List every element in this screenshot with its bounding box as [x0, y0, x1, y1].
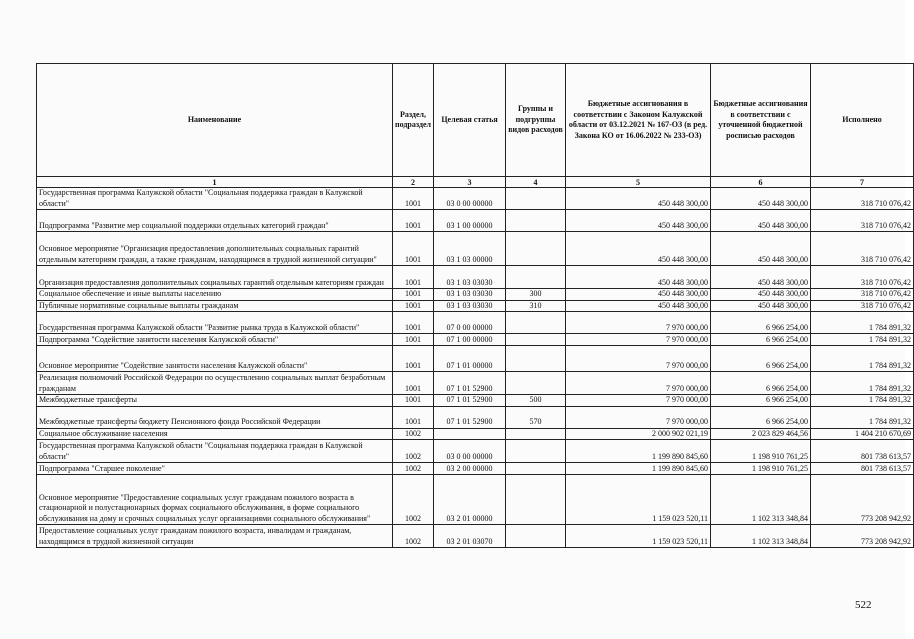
table-row [37, 395, 914, 407]
cell-expense-group: 500 [506, 395, 566, 407]
cell-plan-amount: 450 448 300,00 [711, 266, 811, 289]
cell-executed-amount: 318 710 076,42 [811, 188, 914, 210]
column-number: 4 [506, 177, 566, 188]
header-group: Группы и подгруппы видов расходов [506, 64, 566, 177]
cell-executed-amount: 773 208 942,92 [811, 525, 914, 548]
cell-law-amount: 450 448 300,00 [566, 232, 711, 266]
table-row [37, 463, 914, 475]
cell-plan-amount: 6 966 254,00 [711, 346, 811, 372]
cell-target-article: 03 1 00 00000 [434, 210, 506, 232]
cell-target-article: 03 1 03 03030 [434, 300, 506, 312]
cell-executed-amount: 801 738 613,57 [811, 463, 914, 475]
cell-name: Реализация полномочий Российской Федерации по осуществлению социальных выплат безработным гражданам [37, 372, 393, 395]
cell-expense-group [506, 372, 566, 395]
cell-plan-amount: 1 102 313 348,84 [711, 525, 811, 548]
table-row [37, 372, 914, 395]
cell-plan-amount: 6 966 254,00 [711, 406, 811, 428]
cell-name: Подпрограмма "Содействие занятости населения Калужской области" [37, 334, 393, 346]
cell-law-amount: 450 448 300,00 [566, 300, 711, 312]
cell-target-article [434, 428, 506, 440]
cell-law-amount: 1 159 023 520,11 [566, 475, 711, 525]
cell-executed-amount: 318 710 076,42 [811, 300, 914, 312]
header-row [37, 64, 914, 177]
cell-target-article: 07 1 01 52900 [434, 395, 506, 407]
cell-name: Межбюджетные трансферты [37, 395, 393, 407]
cell-expense-group: 300 [506, 289, 566, 301]
table-row [37, 334, 914, 346]
cell-law-amount: 7 970 000,00 [566, 334, 711, 346]
table-row [37, 266, 914, 289]
cell-law-amount: 7 970 000,00 [566, 395, 711, 407]
cell-expense-group [506, 463, 566, 475]
cell-law-amount: 7 970 000,00 [566, 406, 711, 428]
cell-target-article: 07 1 01 52900 [434, 406, 506, 428]
cell-expense-group [506, 346, 566, 372]
cell-expense-group [506, 210, 566, 232]
table-row [37, 188, 914, 210]
cell-expense-group [506, 334, 566, 346]
cell-section: 1002 [393, 475, 434, 525]
table-row [37, 428, 914, 440]
cell-executed-amount: 801 738 613,57 [811, 440, 914, 463]
cell-target-article: 03 0 00 00000 [434, 188, 506, 210]
cell-plan-amount: 450 448 300,00 [711, 188, 811, 210]
cell-name: Подпрограмма "Старшее поколение" [37, 463, 393, 475]
cell-name: Государственная программа Калужской области "Социальная поддержка граждан в Калужской области" [37, 188, 393, 210]
cell-target-article: 03 1 03 00000 [434, 232, 506, 266]
cell-expense-group [506, 188, 566, 210]
cell-section: 1001 [393, 346, 434, 372]
cell-section: 1001 [393, 372, 434, 395]
cell-plan-amount: 6 966 254,00 [711, 334, 811, 346]
cell-target-article: 07 1 01 00000 [434, 346, 506, 372]
cell-section: 1001 [393, 188, 434, 210]
cell-executed-amount: 318 710 076,42 [811, 232, 914, 266]
cell-target-article: 07 0 00 00000 [434, 312, 506, 334]
column-number: 1 [37, 177, 393, 188]
cell-expense-group: 570 [506, 406, 566, 428]
cell-section: 1002 [393, 525, 434, 548]
cell-executed-amount: 1 784 891,32 [811, 406, 914, 428]
column-number: 3 [434, 177, 506, 188]
cell-law-amount: 1 199 890 845,60 [566, 440, 711, 463]
cell-section: 1001 [393, 210, 434, 232]
cell-plan-amount: 6 966 254,00 [711, 312, 811, 334]
cell-executed-amount: 773 208 942,92 [811, 475, 914, 525]
cell-section: 1002 [393, 463, 434, 475]
cell-target-article: 07 1 01 52900 [434, 372, 506, 395]
table-row [37, 475, 914, 525]
cell-plan-amount: 1 102 313 348,84 [711, 475, 811, 525]
cell-plan-amount: 1 198 910 761,25 [711, 463, 811, 475]
cell-name: Государственная программа Калужской области "Социальная поддержка граждан в Калужской области" [37, 440, 393, 463]
table-row [37, 300, 914, 312]
cell-law-amount: 7 970 000,00 [566, 372, 711, 395]
cell-law-amount: 1 159 023 520,11 [566, 525, 711, 548]
cell-section: 1001 [393, 406, 434, 428]
table-body [37, 188, 914, 548]
cell-expense-group: 310 [506, 300, 566, 312]
cell-expense-group [506, 475, 566, 525]
cell-plan-amount: 2 023 829 464,56 [711, 428, 811, 440]
table-row [37, 232, 914, 266]
header-target: Целевая статья [434, 64, 506, 177]
table-row [37, 440, 914, 463]
cell-executed-amount: 1 784 891,32 [811, 372, 914, 395]
cell-executed-amount: 318 710 076,42 [811, 266, 914, 289]
header-law: Бюджетные ассигнования в соответствии с Законом Калужской области от 03.12.2021 № 167-ОЗ (в ред. Закона КО от 16.06.2022 № 233-ОЗ) [566, 64, 711, 177]
column-number: 7 [811, 177, 914, 188]
cell-law-amount: 7 970 000,00 [566, 346, 711, 372]
header-section: Раздел, подраздел [393, 64, 434, 177]
cell-law-amount: 2 000 902 021,19 [566, 428, 711, 440]
cell-executed-amount: 1 784 891,32 [811, 334, 914, 346]
cell-section: 1002 [393, 428, 434, 440]
cell-target-article: 03 2 00 00000 [434, 463, 506, 475]
cell-executed-amount: 318 710 076,42 [811, 289, 914, 301]
table-row [37, 525, 914, 548]
cell-executed-amount: 1 404 210 670,69 [811, 428, 914, 440]
cell-law-amount: 450 448 300,00 [566, 188, 711, 210]
cell-law-amount: 7 970 000,00 [566, 312, 711, 334]
budget-table [36, 63, 914, 548]
column-number: 2 [393, 177, 434, 188]
cell-name: Социальное обеспечение и иные выплаты населению [37, 289, 393, 301]
cell-executed-amount: 1 784 891,32 [811, 346, 914, 372]
cell-name: Основное мероприятие "Предоставление социальных услуг гражданам пожилого возраста в стационарной и полустационарных формах социального обслуживания, в форме социального обслуживания на дому и срочных социальных услуг организациями социального обслуживания" [37, 475, 393, 525]
cell-target-article: 03 1 03 03030 [434, 266, 506, 289]
cell-plan-amount: 1 198 910 761,25 [711, 440, 811, 463]
cell-section: 1001 [393, 312, 434, 334]
cell-plan-amount: 6 966 254,00 [711, 395, 811, 407]
table-row [37, 312, 914, 334]
cell-expense-group [506, 525, 566, 548]
cell-law-amount: 450 448 300,00 [566, 266, 711, 289]
cell-name: Государственная программа Калужской области "Развитие рынка труда в Калужской области" [37, 312, 393, 334]
cell-plan-amount: 450 448 300,00 [711, 289, 811, 301]
cell-name: Подпрограмма "Развитие мер социальной поддержки отдельных категорий граждан" [37, 210, 393, 232]
cell-target-article: 03 1 03 03030 [434, 289, 506, 301]
table-row [37, 346, 914, 372]
column-number: 6 [711, 177, 811, 188]
page-number: 522 [855, 599, 872, 611]
cell-section: 1001 [393, 232, 434, 266]
cell-executed-amount: 1 784 891,32 [811, 395, 914, 407]
cell-section: 1001 [393, 289, 434, 301]
table-row [37, 210, 914, 232]
cell-name: Основное мероприятие "Организация предоставления дополнительных социальных гарантий отдельным категориям граждан, а также гражданам, находящимся в трудной жизненной ситуации" [37, 232, 393, 266]
cell-expense-group [506, 232, 566, 266]
column-number: 5 [566, 177, 711, 188]
cell-target-article: 03 2 01 03070 [434, 525, 506, 548]
cell-plan-amount: 6 966 254,00 [711, 372, 811, 395]
cell-name: Организация предоставления дополнительных социальных гарантий отдельным категориям граждан [37, 266, 393, 289]
header-executed: Исполнено [811, 64, 914, 177]
cell-plan-amount: 450 448 300,00 [711, 232, 811, 266]
cell-expense-group [506, 440, 566, 463]
cell-target-article: 03 0 00 00000 [434, 440, 506, 463]
cell-section: 1001 [393, 300, 434, 312]
cell-section: 1001 [393, 266, 434, 289]
cell-name: Публичные нормативные социальные выплаты гражданам [37, 300, 393, 312]
cell-law-amount: 450 448 300,00 [566, 289, 711, 301]
cell-law-amount: 1 199 890 845,60 [566, 463, 711, 475]
header-name: Наименование [37, 64, 393, 177]
cell-law-amount: 450 448 300,00 [566, 210, 711, 232]
cell-executed-amount: 318 710 076,42 [811, 210, 914, 232]
cell-name: Социальное обслуживание населения [37, 428, 393, 440]
cell-section: 1001 [393, 395, 434, 407]
cell-section: 1001 [393, 334, 434, 346]
cell-name: Предоставление социальных услуг гражданам пожилого возраста, инвалидам и гражданам, находящимся в трудной жизненной ситуации [37, 525, 393, 548]
cell-section: 1002 [393, 440, 434, 463]
cell-executed-amount: 1 784 891,32 [811, 312, 914, 334]
cell-name: Основное мероприятие "Содействие занятости населения Калужской области" [37, 346, 393, 372]
cell-expense-group [506, 312, 566, 334]
cell-expense-group [506, 428, 566, 440]
table-row [37, 289, 914, 301]
header-plan: Бюджетные ассигнования в соответствии с уточненной бюджетной росписью расходов [711, 64, 811, 177]
column-number-row [37, 177, 914, 188]
cell-plan-amount: 450 448 300,00 [711, 210, 811, 232]
table-row [37, 406, 914, 428]
cell-target-article: 03 2 01 00000 [434, 475, 506, 525]
cell-plan-amount: 450 448 300,00 [711, 300, 811, 312]
cell-expense-group [506, 266, 566, 289]
cell-name: Межбюджетные трансферты бюджету Пенсионного фонда Российской Федерации [37, 406, 393, 428]
cell-target-article: 07 1 00 00000 [434, 334, 506, 346]
